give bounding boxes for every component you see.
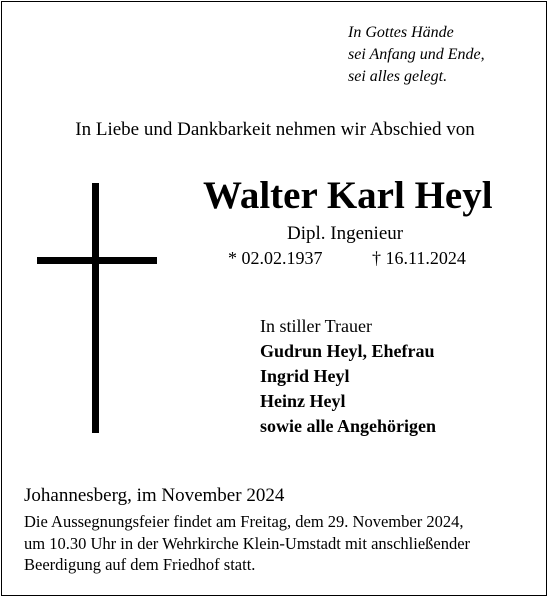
deceased-name: Walter Karl Heyl xyxy=(203,174,493,217)
mourner-name: Ingrid Heyl xyxy=(260,366,350,386)
service-line-1: Die Aussegnungsfeier findet am Freitag, dem 29. November 2024, xyxy=(24,512,464,531)
cross-icon xyxy=(92,183,99,433)
mourner-name: Gudrun Heyl, Ehefrau xyxy=(260,341,435,361)
birth-date: * 02.02.1937 xyxy=(228,248,323,268)
mourner-name: Heinz Heyl xyxy=(260,391,346,411)
mourners-block xyxy=(260,314,436,439)
service-info xyxy=(24,511,470,576)
service-line-3: Beerdigung auf dem Friedhof statt. xyxy=(24,555,256,574)
motto xyxy=(348,22,485,88)
intro-text: In Liebe und Dankbarkeit nehmen wir Abschied von xyxy=(75,119,475,140)
death-date: † 16.11.2024 xyxy=(372,248,466,268)
motto-line-1: In Gottes Hände xyxy=(348,24,454,41)
cross-icon-bar xyxy=(37,257,157,264)
deceased-title: Dipl. Ingenieur xyxy=(287,223,404,244)
mourners-heading: In stiller Trauer xyxy=(260,316,372,336)
motto-line-2: sei Anfang und Ende, xyxy=(348,46,485,63)
mourner-name: sowie alle Angehörigen xyxy=(260,416,436,436)
place-date: Johannesberg, im November 2024 xyxy=(24,485,285,506)
motto-line-3: sei alles gelegt. xyxy=(348,68,448,85)
service-line-2: um 10.30 Uhr in der Wehrkirche Klein-Umstadt mit anschließender xyxy=(24,533,471,553)
